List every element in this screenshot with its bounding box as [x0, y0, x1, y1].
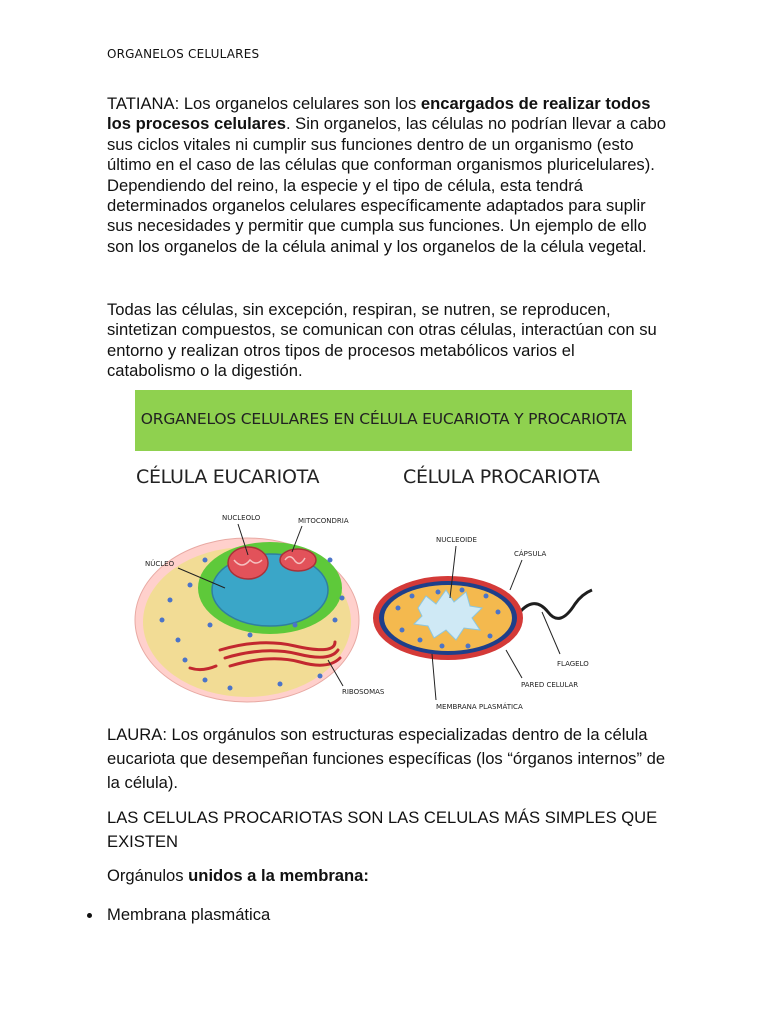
paragraph-text: Orgánulos [107, 866, 189, 885]
label-nucleolo: NUCLEOLO [222, 514, 261, 522]
paragraph-laura: LAURA: Los orgánulos son estructuras especializadas dentro de la célula eucariota que desempeñan funciones específicas (los “órganos internos” de la célula). [107, 725, 666, 792]
label-ribosomas: RIBOSOMAS [342, 688, 385, 696]
label-pared: PARED CELULAR [521, 681, 579, 689]
paragraph-cells: Todas las células, sin excepción, respiran, se nutren, se reproducen, sintetizan compuestos, se comunican con otras células, interactúan con su entorno y realizan otros tipos de procesos metabólicos varios el catabolismo o la digestión. [107, 300, 657, 381]
paragraph-text: . Sin organelos, las células no podrían llevar a cabo sus ciclos vitales ni cumplir sus funciones dentro de un organismo (esto último en el caso de las células que conforman organismos pluricelulares). Dependiendo del reino, la especie y el tipo de célula, esta tendrá determinados organelos celulares específicamente adaptados para suplir sus necesidades y permitir que cumpla sus funciones. Un ejemplo de ello son los organelos de la célula animal y los organelos de la célula vegetal. [107, 114, 666, 256]
label-nucleo: NÚCLEO [145, 560, 175, 568]
cell-diagram [130, 500, 630, 718]
label-mitocondria: MITOCONDRIA [298, 517, 349, 525]
eukaryote-title: CÉLULA EUCARIOTA [136, 466, 320, 488]
paragraph-tatiana [107, 94, 667, 257]
bold-text: encargados de realizar todos los procesos celulares [107, 94, 651, 134]
label-capsula: CÁPSULA [514, 550, 547, 558]
figure-banner-title: ORGANELOS CELULARES EN CÉLULA EUCARIOTA Y PROCARIOTA [140, 410, 627, 428]
figure-banner [135, 390, 632, 451]
list-item-text: Membrana plasmática [107, 905, 271, 924]
paragraph-prokaryotes: LAS CELULAS PROCARIOTAS SON LAS CELULAS MÁS SIMPLES QUE EXISTEN [107, 808, 658, 851]
label-nucleoide: NUCLEOIDE [436, 536, 477, 544]
document-title: ORGANELOS CELULARES [107, 47, 260, 61]
flagellum [514, 590, 592, 620]
paragraph-organelles-heading [107, 864, 667, 888]
eukaryote-cell [135, 514, 385, 702]
label-flagelo: FLAGELO [557, 660, 589, 668]
prokaryote-cell [373, 536, 592, 711]
bold-text: unidos a la membrana: [188, 866, 369, 885]
prokaryote-title: CÉLULA PROCARIOTA [403, 466, 600, 488]
bullet-icon [87, 913, 92, 918]
paragraph-text: TATIANA: Los organelos celulares son los [107, 94, 421, 113]
label-membrana: MEMBRANA PLASMÁTICA [436, 703, 523, 711]
